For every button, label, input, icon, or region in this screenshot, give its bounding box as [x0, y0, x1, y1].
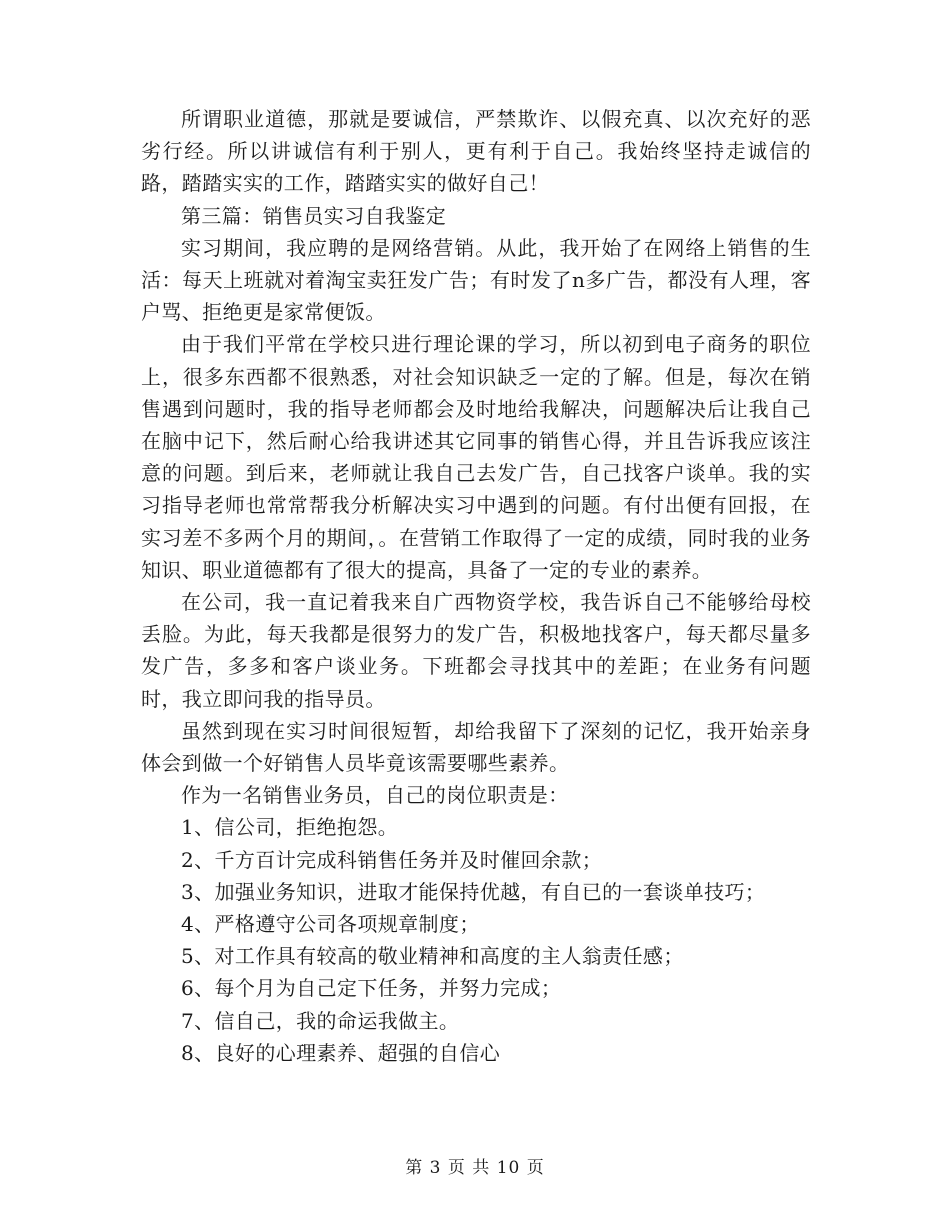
section-title: 第三篇：销售员实习自我鉴定 — [181, 203, 447, 228]
list-item: 4、严格遵守公司各项规章制度； — [181, 912, 480, 937]
paragraph-company: 在公司，我一直记着我来自广西物资学校，我告诉自己不能够给母校丢脸。为此，每天我都是很努力的发广告，积极地找客户，每天都尽量多发广告，多多和客户谈业务。下班都会寻找其中的差距；在业务有问题时，我立即问我的指导员。 — [141, 590, 811, 711]
list-item: 6、每个月为自己定下任务，并努力完成； — [181, 976, 562, 1001]
paragraph-internship-start: 实习期间，我应聘的是网络营销。从此，我开始了在网络上销售的生活：每天上班就对着淘宝卖狂发广告；有时发了n多广告，都没有人理，客户骂、拒绝更是家常便饭。 — [141, 235, 811, 325]
paragraph-learning: 由于我们平常在学校只进行理论课的学习，所以初到电子商务的职位上，很多东西都不很熟悉，对社会知识缺乏一定的了解。但是，每次在销售遇到问题时，我的指导老师都会及时地给我解决，问题解决后让我自己在脑中记下，然后耐心给我讲述其它同事的销售心得，并且告诉我应该注意的问题。到后来，老师就让我自己去发广告，自己找客户谈单。我的实习指导老师也常常帮我分析解决实习中遇到的问题。有付出便有回报，在实习差不多两个月的期间，。在营销工作取得了一定的成绩，同时我的业务知识、职业道德都有了很大的提高，具备了一定的专业的素养。 — [141, 332, 811, 582]
paragraph-duties-intro: 作为一名销售业务员，自己的岗位职责是： — [181, 783, 569, 808]
paragraph-reflection: 虽然到现在实习时间很短暂，却给我留下了深刻的记忆，我开始亲身体会到做一个好销售人员毕竟该需要哪些素养。 — [141, 718, 811, 776]
list-item: 5、对工作具有较高的敬业精神和高度的主人翁责任感； — [181, 944, 684, 969]
list-item: 8、良好的心理素养、超强的自信心 — [181, 1040, 501, 1065]
document-page — [141, 103, 811, 1069]
list-item: 2、千方百计完成科销售任务并及时催回余款； — [181, 847, 603, 872]
page-number-footer: 第 3 页 共 10 页 — [405, 1158, 545, 1178]
list-item: 3、加强业务知识，进取才能保持优越，有自已的一套谈单技巧； — [181, 879, 766, 904]
paragraph-integrity: 所谓职业道德，那就是要诚信，严禁欺诈、以假充真、以次充好的恶劣行经。所以讲诚信有利于别人，更有利于自己。我始终坚持走诚信的路，踏踏实实的工作，踏踏实实的做好自己！ — [141, 107, 811, 196]
list-item: 7、信自己，我的命运我做主。 — [181, 1008, 460, 1033]
list-item: 1、信公司，拒绝抱怨。 — [181, 815, 399, 840]
duties-list — [141, 811, 811, 1069]
